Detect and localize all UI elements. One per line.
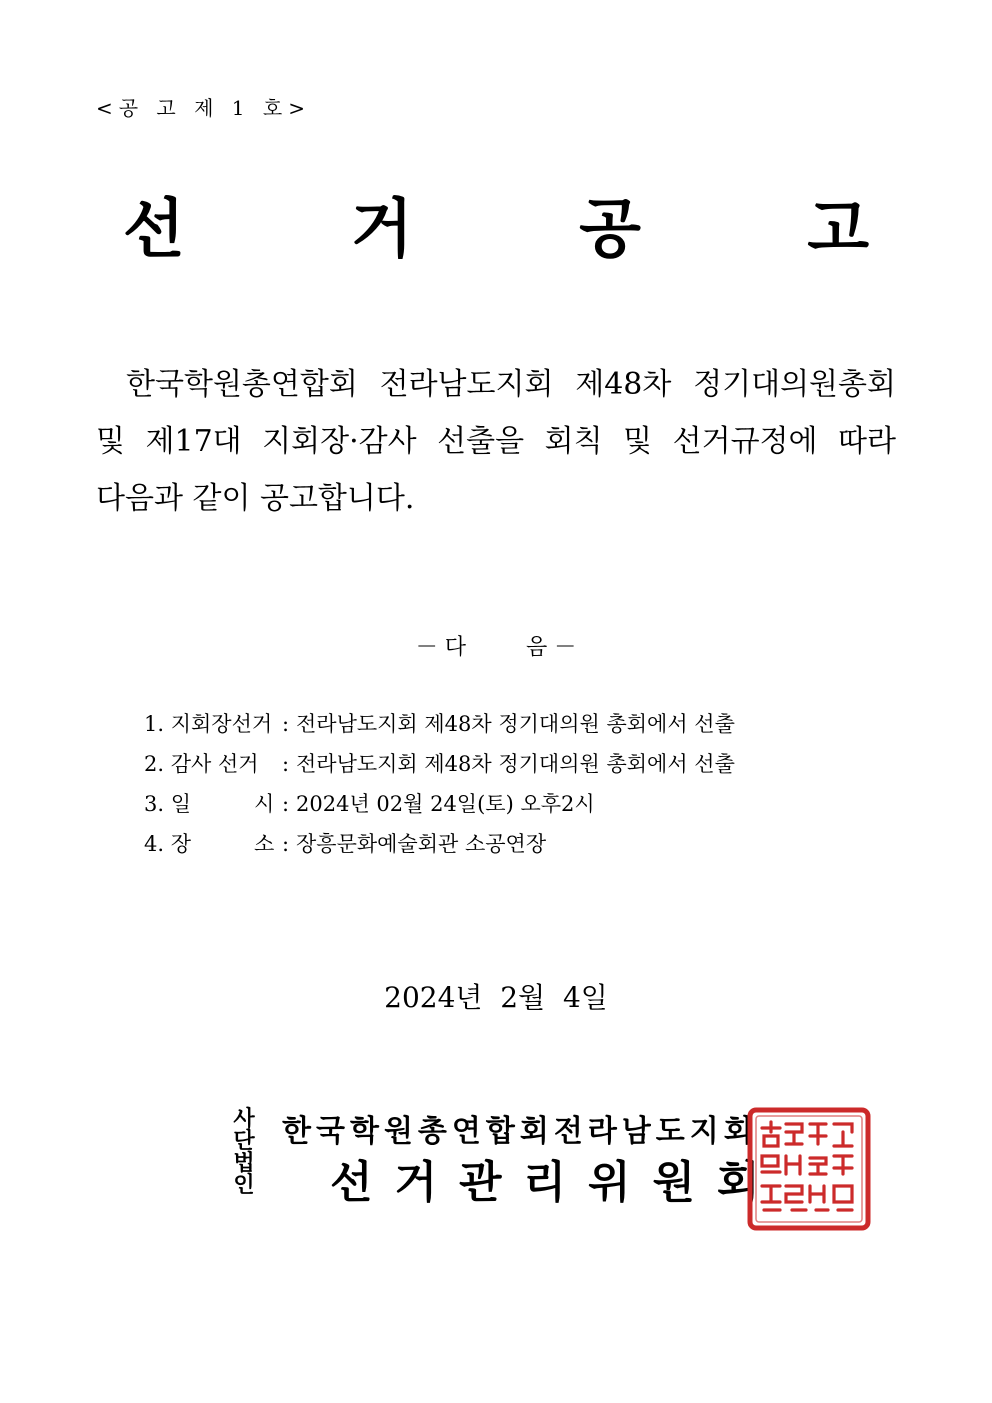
organization-name: 한국학원총연합회전라남도지회	[282, 1114, 758, 1149]
committee-name: 선거관리위원회	[330, 1157, 782, 1208]
corp-type-char: 단	[233, 1128, 255, 1154]
item-value: 전라남도지회 제48차 정기대의원 총회에서 선출	[296, 712, 735, 736]
item-label: 1. 지회장선거	[144, 712, 273, 736]
section-heading-left: － 다	[415, 635, 466, 660]
notice-number: <공 고 제 1 호>	[96, 96, 311, 120]
body-line-2: 및 제17대 지회장·감사 선출을 회칙 및 선거규정에 따라	[96, 424, 896, 459]
item-label: 4. 장 소	[144, 832, 275, 856]
corp-type-label	[232, 1108, 256, 1196]
body-line-3: 다음과 같이 공고합니다.	[96, 481, 415, 516]
page-title: 선 거 공 고	[122, 192, 942, 267]
announcement-body	[96, 356, 896, 527]
item-value: 2024년 02월 24일(토) 오후2시	[296, 792, 595, 816]
list-item	[144, 704, 735, 744]
item-separator: :	[282, 832, 290, 856]
corp-type-char: 사	[233, 1106, 255, 1132]
item-label: 3. 일 시	[144, 792, 275, 816]
item-list	[144, 704, 735, 864]
item-value: 장흥문화예술회관 소공연장	[296, 832, 547, 856]
item-value: 전라남도지회 제48차 정기대의원 총회에서 선출	[296, 752, 735, 776]
item-separator: :	[282, 752, 290, 776]
item-separator: :	[282, 712, 290, 736]
list-item	[144, 784, 735, 824]
list-item	[144, 744, 735, 784]
announcement-date: 2024년 2월 4일	[384, 981, 608, 1014]
section-heading-right: 음 －	[526, 635, 577, 660]
official-seal-icon	[746, 1106, 872, 1232]
item-label: 2. 감사 선거	[144, 752, 259, 776]
list-item	[144, 824, 735, 864]
corp-type-char: 법	[233, 1150, 255, 1176]
body-line-1: 한국학원총연합회 전라남도지회 제48차 정기대의원총회	[126, 367, 896, 402]
item-separator: :	[282, 792, 290, 816]
corp-type-char: 인	[233, 1172, 255, 1198]
section-heading	[0, 630, 992, 661]
